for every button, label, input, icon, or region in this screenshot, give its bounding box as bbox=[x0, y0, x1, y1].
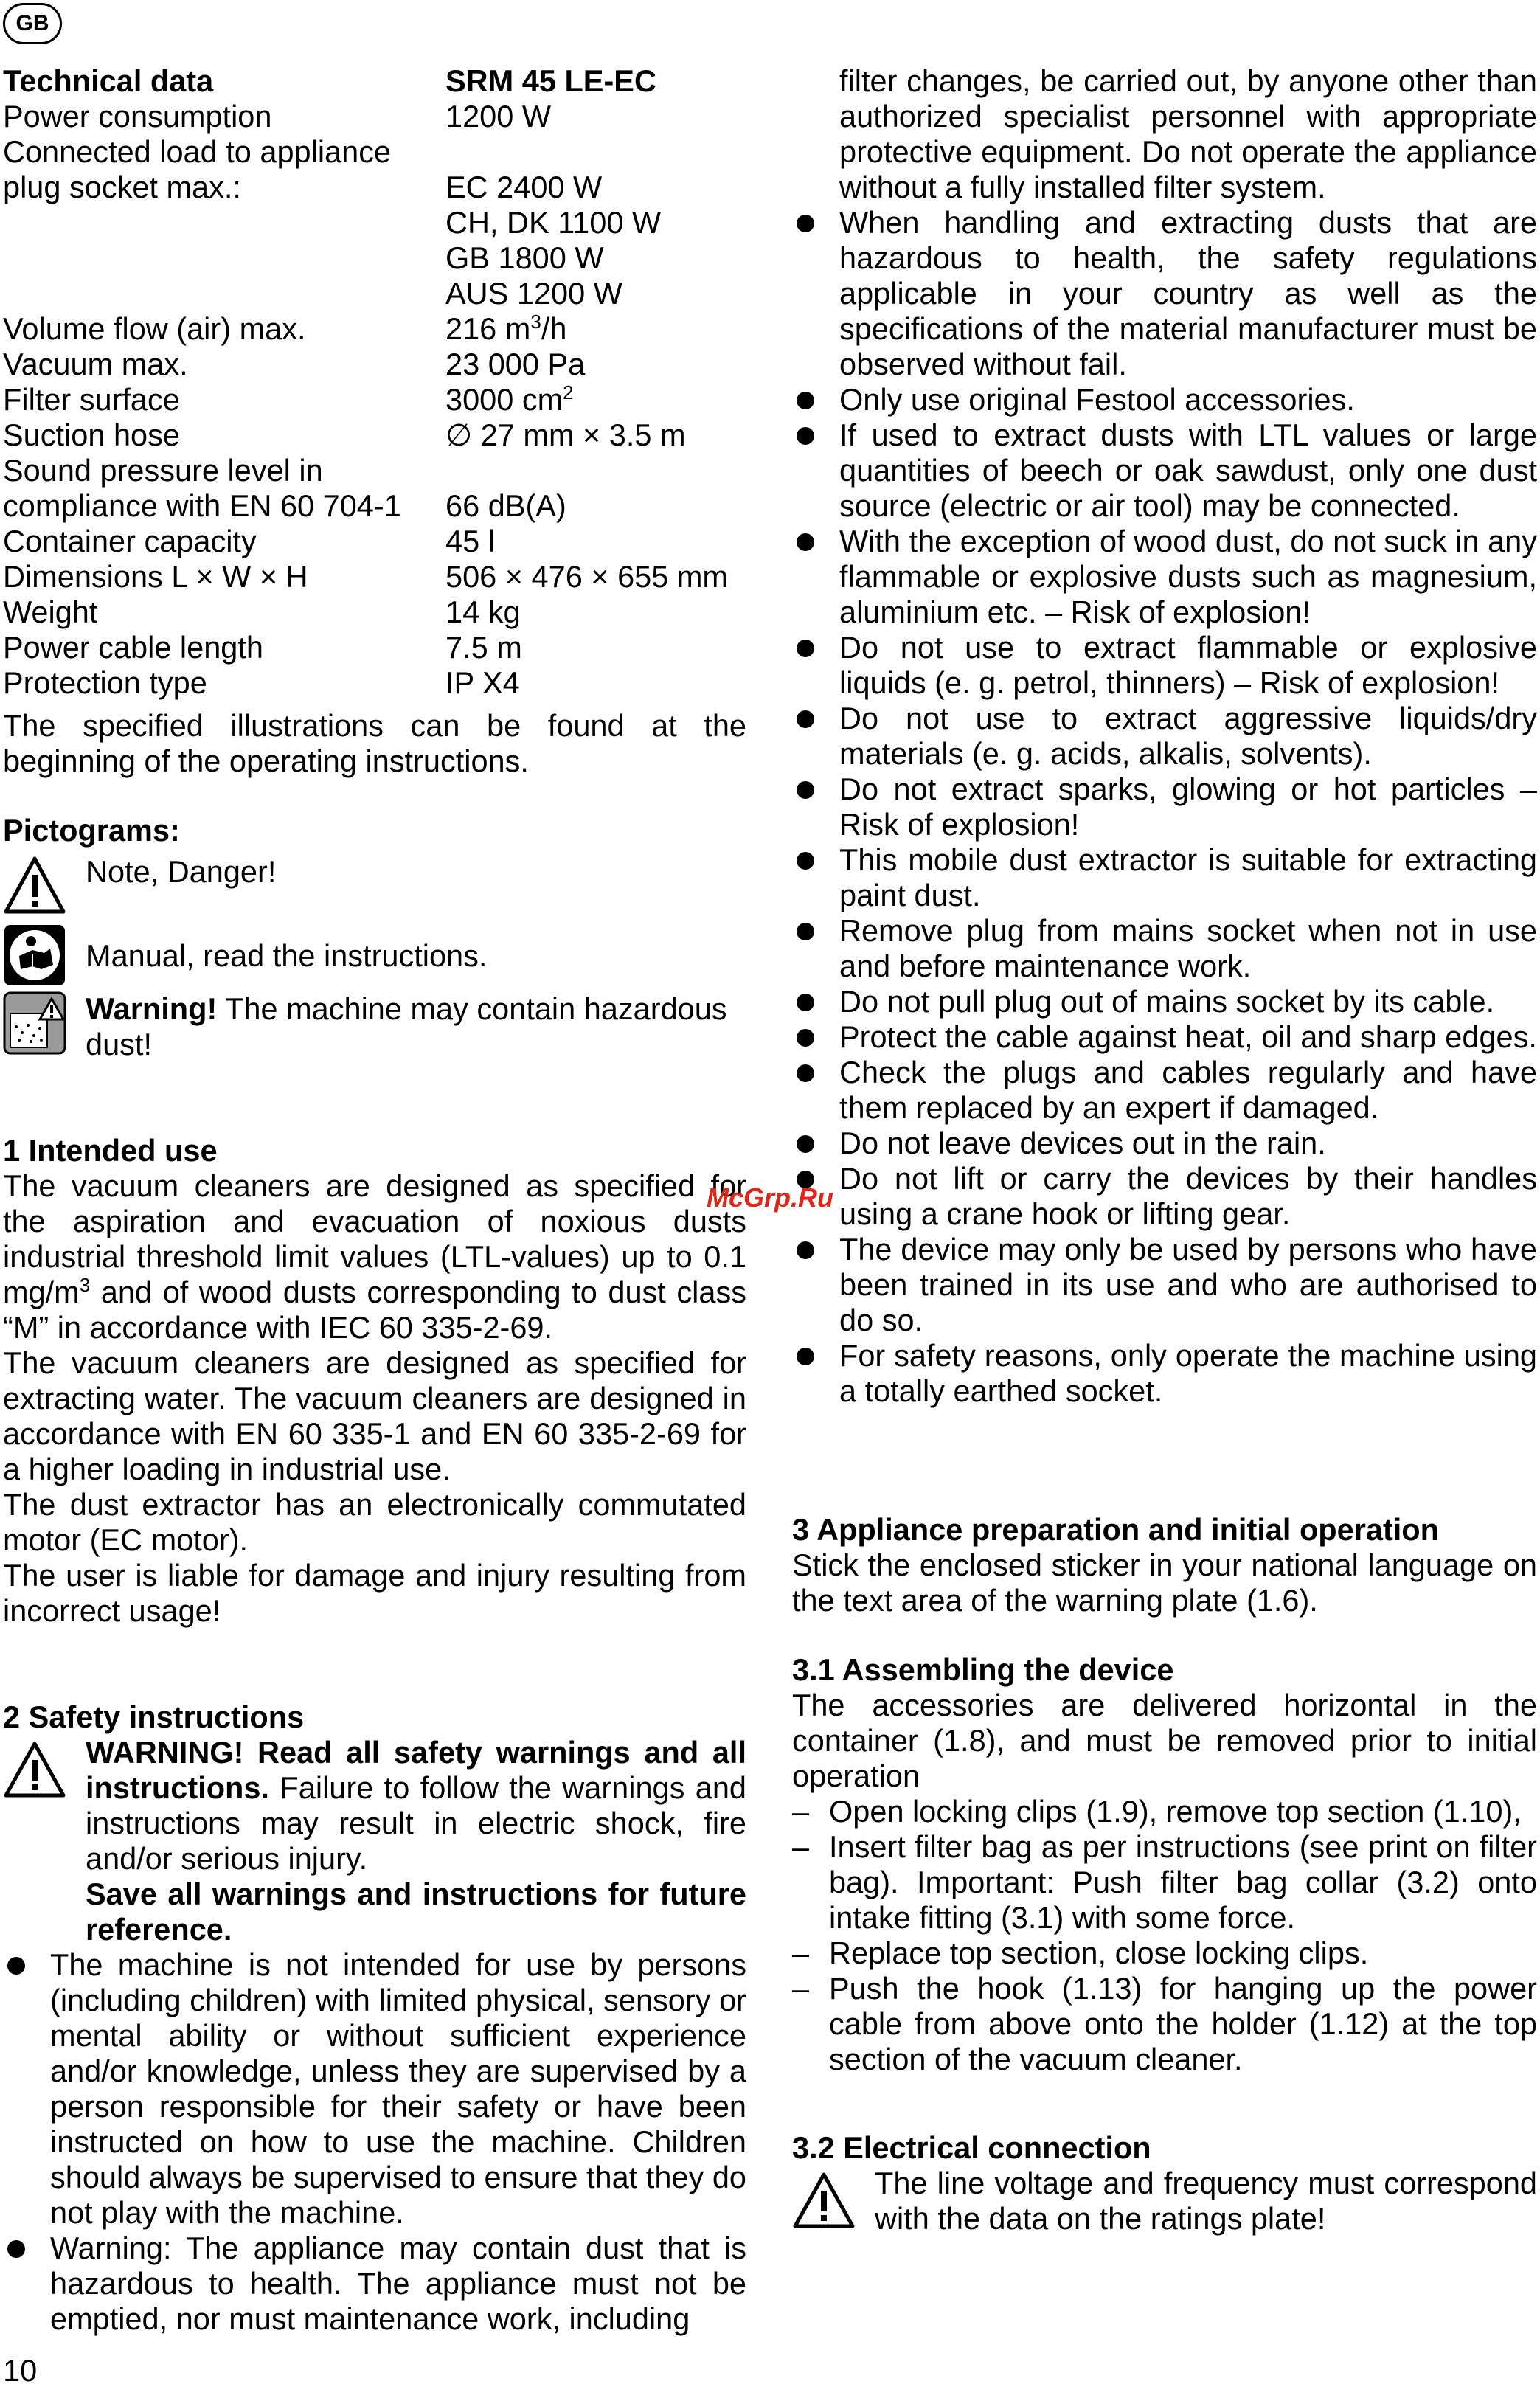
pictograms-title: Pictograms: bbox=[3, 813, 180, 848]
tech-key: Connected load to appliance bbox=[3, 134, 392, 169]
bullet-icon bbox=[797, 852, 814, 870]
tech-row bbox=[3, 276, 746, 311]
bullet-icon bbox=[797, 215, 814, 232]
intended-use-p1 bbox=[3, 1168, 746, 1345]
pictogram-danger-label: Note, Danger! bbox=[86, 854, 277, 889]
bullet-item bbox=[792, 1019, 1537, 1055]
tech-row-filter bbox=[3, 382, 746, 417]
tech-key: Weight bbox=[3, 595, 98, 629]
bullet-text: With the exception of wood dust, do not suck in any flammable or explosive dusts such as magnesium, aluminium etc. – Risk of explosion! bbox=[839, 524, 1537, 629]
bullet-icon bbox=[797, 994, 814, 1011]
bullet-item bbox=[792, 701, 1537, 772]
filter-value: 3000 cm bbox=[445, 382, 563, 417]
tech-value: 23 000 Pa bbox=[445, 347, 586, 381]
tech-key: Protection type bbox=[3, 665, 207, 700]
bullet-item bbox=[792, 772, 1537, 842]
dash-marker: – bbox=[792, 1829, 810, 1864]
tech-value: CH, DK 1100 W bbox=[445, 205, 662, 240]
tech-row bbox=[3, 665, 746, 701]
warning-triangle-icon bbox=[792, 2172, 856, 2231]
bullet-icon bbox=[797, 1064, 814, 1082]
volume-sup: 3 bbox=[530, 311, 541, 333]
tech-row bbox=[3, 595, 746, 630]
hazardous-dust-icon bbox=[3, 991, 66, 1055]
tech-row bbox=[3, 453, 746, 488]
bullet-item bbox=[792, 417, 1537, 524]
filter-sup: 2 bbox=[563, 381, 574, 404]
tech-key: Filter surface bbox=[3, 382, 180, 417]
tech-value: GB 1800 W bbox=[445, 240, 604, 275]
model-name: SRM 45 LE-EC bbox=[445, 63, 656, 98]
safety-title: 2 Safety instructions bbox=[3, 1699, 305, 1734]
assemble-step bbox=[792, 1971, 1537, 2077]
step-text: Open locking clips (1.9), remove top section (1.10), bbox=[829, 1794, 1522, 1829]
tech-key: compliance with EN 60 704-1 bbox=[3, 488, 401, 523]
tech-rows-2 bbox=[3, 417, 746, 701]
tech-key: Volume flow (air) max. bbox=[3, 311, 306, 346]
bullet-text: Check the plugs and cables regularly and have them replaced by an expert if damaged. bbox=[839, 1055, 1537, 1125]
dash-marker: – bbox=[792, 1794, 810, 1829]
tech-key: Vacuum max. bbox=[3, 347, 188, 381]
tech-key bbox=[3, 240, 445, 276]
tech-value: 14 kg bbox=[445, 595, 521, 629]
tech-key: plug socket max.: bbox=[3, 170, 241, 204]
warning-triangle-icon bbox=[3, 854, 66, 918]
page-number: 10 bbox=[3, 2353, 38, 2388]
tech-row-vacuum bbox=[3, 347, 746, 382]
bullet-icon bbox=[7, 1957, 25, 1975]
pictogram-danger bbox=[3, 854, 746, 918]
bullet-text: Do not use to extract flammable or explosive liquids (e. g. petrol, thinners) – Risk of explosion! bbox=[839, 630, 1537, 700]
bullet-text: Warning: The appliance may contain dust that is hazardous to health. The appliance must not be emptied, nor must maintenance work, including bbox=[50, 2231, 746, 2336]
bullet-icon bbox=[797, 781, 814, 799]
tech-key bbox=[3, 276, 445, 311]
tech-value: IP X4 bbox=[445, 665, 520, 700]
bullet-icon bbox=[797, 1029, 814, 1047]
bullet-icon bbox=[797, 1241, 814, 1259]
tech-row bbox=[3, 630, 746, 665]
intended-use-title: 1 Intended use bbox=[3, 1133, 218, 1168]
bullet-text: Do not lift or carry the devices by their handles using a crane hook or lifting gear. bbox=[839, 1161, 1537, 1231]
bullet-text: When handling and extracting dusts that are hazardous to health, the safety regulations applicable in your country as well as the specifications of the material manufacturer must be observed without fail. bbox=[839, 205, 1537, 381]
manual-read-icon bbox=[3, 923, 66, 987]
bullet-item bbox=[792, 913, 1537, 984]
assemble-step bbox=[792, 1936, 1537, 1971]
bullet-item bbox=[3, 2231, 746, 2337]
bullet-item bbox=[792, 842, 1537, 913]
tech-row bbox=[3, 205, 746, 240]
intended-p1-sup: 3 bbox=[79, 1274, 91, 1297]
bullet-item bbox=[792, 1055, 1537, 1126]
electrical-title: 3.2 Electrical connection bbox=[792, 2130, 1151, 2165]
assemble-text: The accessories are delivered horizontal in the container (1.8), and must be removed prior to initial operation bbox=[792, 1688, 1537, 1793]
bullet-text: For safety reasons, only operate the machine using a totally earthed socket. bbox=[839, 1338, 1537, 1408]
assemble-title: 3.1 Assembling the device bbox=[792, 1652, 1174, 1687]
step-text: Replace top section, close locking clips. bbox=[829, 1936, 1369, 1970]
safety-continuation: filter changes, be carried out, by anyone other than authorized specialist personnel with appropriate protective equipment. Do not operate the appliance without a fully installed filter system. bbox=[839, 63, 1537, 204]
tech-data-header bbox=[3, 63, 746, 99]
safety-warning-rest: Failure to follow the warnings and instructions may result in electric shock, fire and/or serious injury. bbox=[86, 1770, 746, 1876]
tech-key: Power cable length bbox=[3, 630, 263, 665]
bullet-icon bbox=[797, 1348, 814, 1365]
prep-title: 3 Appliance preparation and initial operation bbox=[792, 1512, 1440, 1547]
language-badge: GB bbox=[3, 3, 62, 44]
tech-value: EC 2400 W bbox=[445, 170, 603, 204]
tech-value: 506 × 476 × 655 mm bbox=[445, 559, 728, 594]
tech-value bbox=[445, 311, 746, 347]
bullet-text: If used to extract dusts with LTL values or large quantities of beech or oak sawdust, only one dust source (electric or air tool) may be connected. bbox=[839, 417, 1537, 523]
intended-p1a: The vacuum cleaners are designed as specified for the aspiration and evacuation of noxious dusts industrial threshold limit values (LTL-values) up to 0.1 mg/m bbox=[3, 1168, 746, 1309]
tech-row-volume bbox=[3, 311, 746, 347]
bullet-icon bbox=[797, 1135, 814, 1153]
tech-key: Suction hose bbox=[3, 417, 180, 452]
bullet-text: Protect the cable against heat, oil and sharp edges. bbox=[839, 1019, 1537, 1054]
dash-marker: – bbox=[792, 1936, 810, 1970]
assemble-step bbox=[792, 1829, 1537, 1936]
tech-key: Power consumption bbox=[3, 99, 272, 134]
pictogram-manual-label: Manual, read the instructions. bbox=[86, 938, 488, 973]
bullet-text: Do not use to extract aggressive liquids/dry materials (e. g. acids, alkalis, solvents). bbox=[839, 701, 1537, 771]
tech-row bbox=[3, 240, 746, 276]
tech-row bbox=[3, 559, 746, 595]
safety-warning-text bbox=[86, 1735, 746, 1877]
pictogram-dust bbox=[3, 991, 746, 1062]
tech-data-title: Technical data bbox=[3, 63, 214, 98]
intended-use-p3: The dust extractor has an electronically commutated motor (EC motor). bbox=[3, 1487, 746, 1557]
tech-value: 7.5 m bbox=[445, 630, 522, 665]
bullet-text: Remove plug from mains socket when not in use and before maintenance work. bbox=[839, 913, 1537, 983]
safety-warning-block bbox=[3, 1735, 746, 1947]
tech-row bbox=[3, 134, 746, 170]
safety-warning-bold: WARNING! Read all safety warnings and all instructions. bbox=[86, 1735, 746, 1805]
bullet-text: Do not pull plug out of mains socket by its cable. bbox=[839, 984, 1495, 1019]
bullet-text: Do not extract sparks, glowing or hot particles – Risk of explosion! bbox=[839, 772, 1537, 842]
tech-value bbox=[445, 382, 746, 417]
tech-value bbox=[445, 134, 746, 170]
electrical-text: The line voltage and frequency must correspond with the data on the ratings plate! bbox=[875, 2166, 1537, 2236]
tech-key: Dimensions L × W × H bbox=[3, 559, 308, 594]
bullet-text: The device may only be used by persons who have been trained in its use and who are authorised to do so. bbox=[839, 1232, 1537, 1337]
bullet-icon bbox=[797, 710, 814, 728]
tech-row bbox=[3, 524, 746, 559]
bullet-icon bbox=[7, 2240, 25, 2258]
tech-row bbox=[3, 488, 746, 524]
intended-use-p4: The user is liable for damage and injury resulting from incorrect usage! bbox=[3, 1558, 746, 1628]
bullet-item bbox=[792, 1232, 1537, 1338]
bullet-item bbox=[792, 1338, 1537, 1409]
bullet-icon bbox=[797, 533, 814, 551]
bullet-text: Do not leave devices out in the rain. bbox=[839, 1126, 1326, 1160]
intended-p1b: and of wood dusts corresponding to dust class “M” in accordance with IEC 60 335-2-69. bbox=[3, 1275, 746, 1345]
prep-text: Stick the enclosed sticker in your national language on the text area of the warning plate (1.6). bbox=[792, 1548, 1537, 1618]
right-column bbox=[792, 63, 1537, 2236]
bullet-item bbox=[792, 630, 1537, 701]
bullet-icon bbox=[797, 923, 814, 940]
tech-value: 45 l bbox=[445, 524, 495, 558]
dash-marker: – bbox=[792, 1971, 810, 2006]
tech-key bbox=[3, 205, 445, 240]
tech-value: AUS 1200 W bbox=[445, 276, 622, 311]
tech-row bbox=[3, 170, 746, 205]
bullet-icon bbox=[797, 392, 814, 409]
left-column bbox=[3, 63, 746, 2337]
dust-warning-bold: Warning! bbox=[86, 991, 218, 1026]
bullet-icon bbox=[797, 427, 814, 445]
volume-unit: /h bbox=[541, 311, 567, 346]
tech-value bbox=[445, 453, 746, 488]
volume-value: 216 m bbox=[445, 311, 531, 346]
bullet-text: The machine is not intended for use by persons (including children) with limited physical, sensory or mental ability or without sufficient experience and/or knowledge, unless they are supervised by a person responsible for their safety or have been instructed on how to use the machine. Children should always be supervised to ensure that they do not play with the machine. bbox=[50, 1947, 746, 2230]
save-instructions: Save all warnings and instructions for future reference. bbox=[86, 1877, 746, 1947]
tech-row bbox=[3, 417, 746, 453]
bullet-item bbox=[792, 1126, 1537, 1161]
dust-warning-text: The machine may contain hazardous dust! bbox=[86, 991, 727, 1061]
step-text: Push the hook (1.13) for hanging up the power cable from above onto the holder (1.12) at the top section of the vacuum cleaner. bbox=[829, 1971, 1537, 2076]
watermark: McGrp.Ru bbox=[707, 1182, 834, 1213]
tech-rows-1 bbox=[3, 99, 746, 311]
warning-triangle-icon bbox=[3, 1741, 66, 1800]
tech-row bbox=[3, 99, 746, 134]
bullet-text: Only use original Festool accessories. bbox=[839, 382, 1355, 417]
pictogram-dust-label bbox=[86, 991, 746, 1062]
pictogram-manual bbox=[3, 923, 746, 987]
bullet-item bbox=[792, 205, 1537, 382]
bullet-item bbox=[3, 1947, 746, 2231]
bullet-icon bbox=[797, 640, 814, 657]
bullet-item bbox=[792, 524, 1537, 630]
bullet-text: This mobile dust extractor is suitable for extracting paint dust. bbox=[839, 842, 1537, 912]
tech-value: 1200 W bbox=[445, 99, 552, 134]
intended-use-p2: The vacuum cleaners are designed as specified for extracting water. The vacuum cleaners are designed in accordance with EN 60 335-1 and EN 60 335-2-69 for a higher loading in industrial use. bbox=[3, 1345, 746, 1486]
tech-key: Sound pressure level in bbox=[3, 453, 323, 488]
tech-value: ∅ 27 mm × 3.5 m bbox=[445, 417, 686, 452]
tech-value: 66 dB(A) bbox=[445, 488, 566, 523]
illustrations-note: The specified illustrations can be found at the beginning of the operating instructions. bbox=[3, 708, 746, 778]
bullet-item bbox=[792, 984, 1537, 1019]
electrical-warning bbox=[792, 2166, 1537, 2236]
step-text: Insert filter bag as per instructions (see print on filter bag). Important: Push filter bag collar (3.2) onto intake fitting (3.1) with some force. bbox=[829, 1829, 1537, 1935]
assemble-step bbox=[792, 1794, 1537, 1829]
bullet-item bbox=[792, 1161, 1537, 1232]
bullet-item bbox=[792, 382, 1537, 417]
tech-key: Container capacity bbox=[3, 524, 257, 558]
